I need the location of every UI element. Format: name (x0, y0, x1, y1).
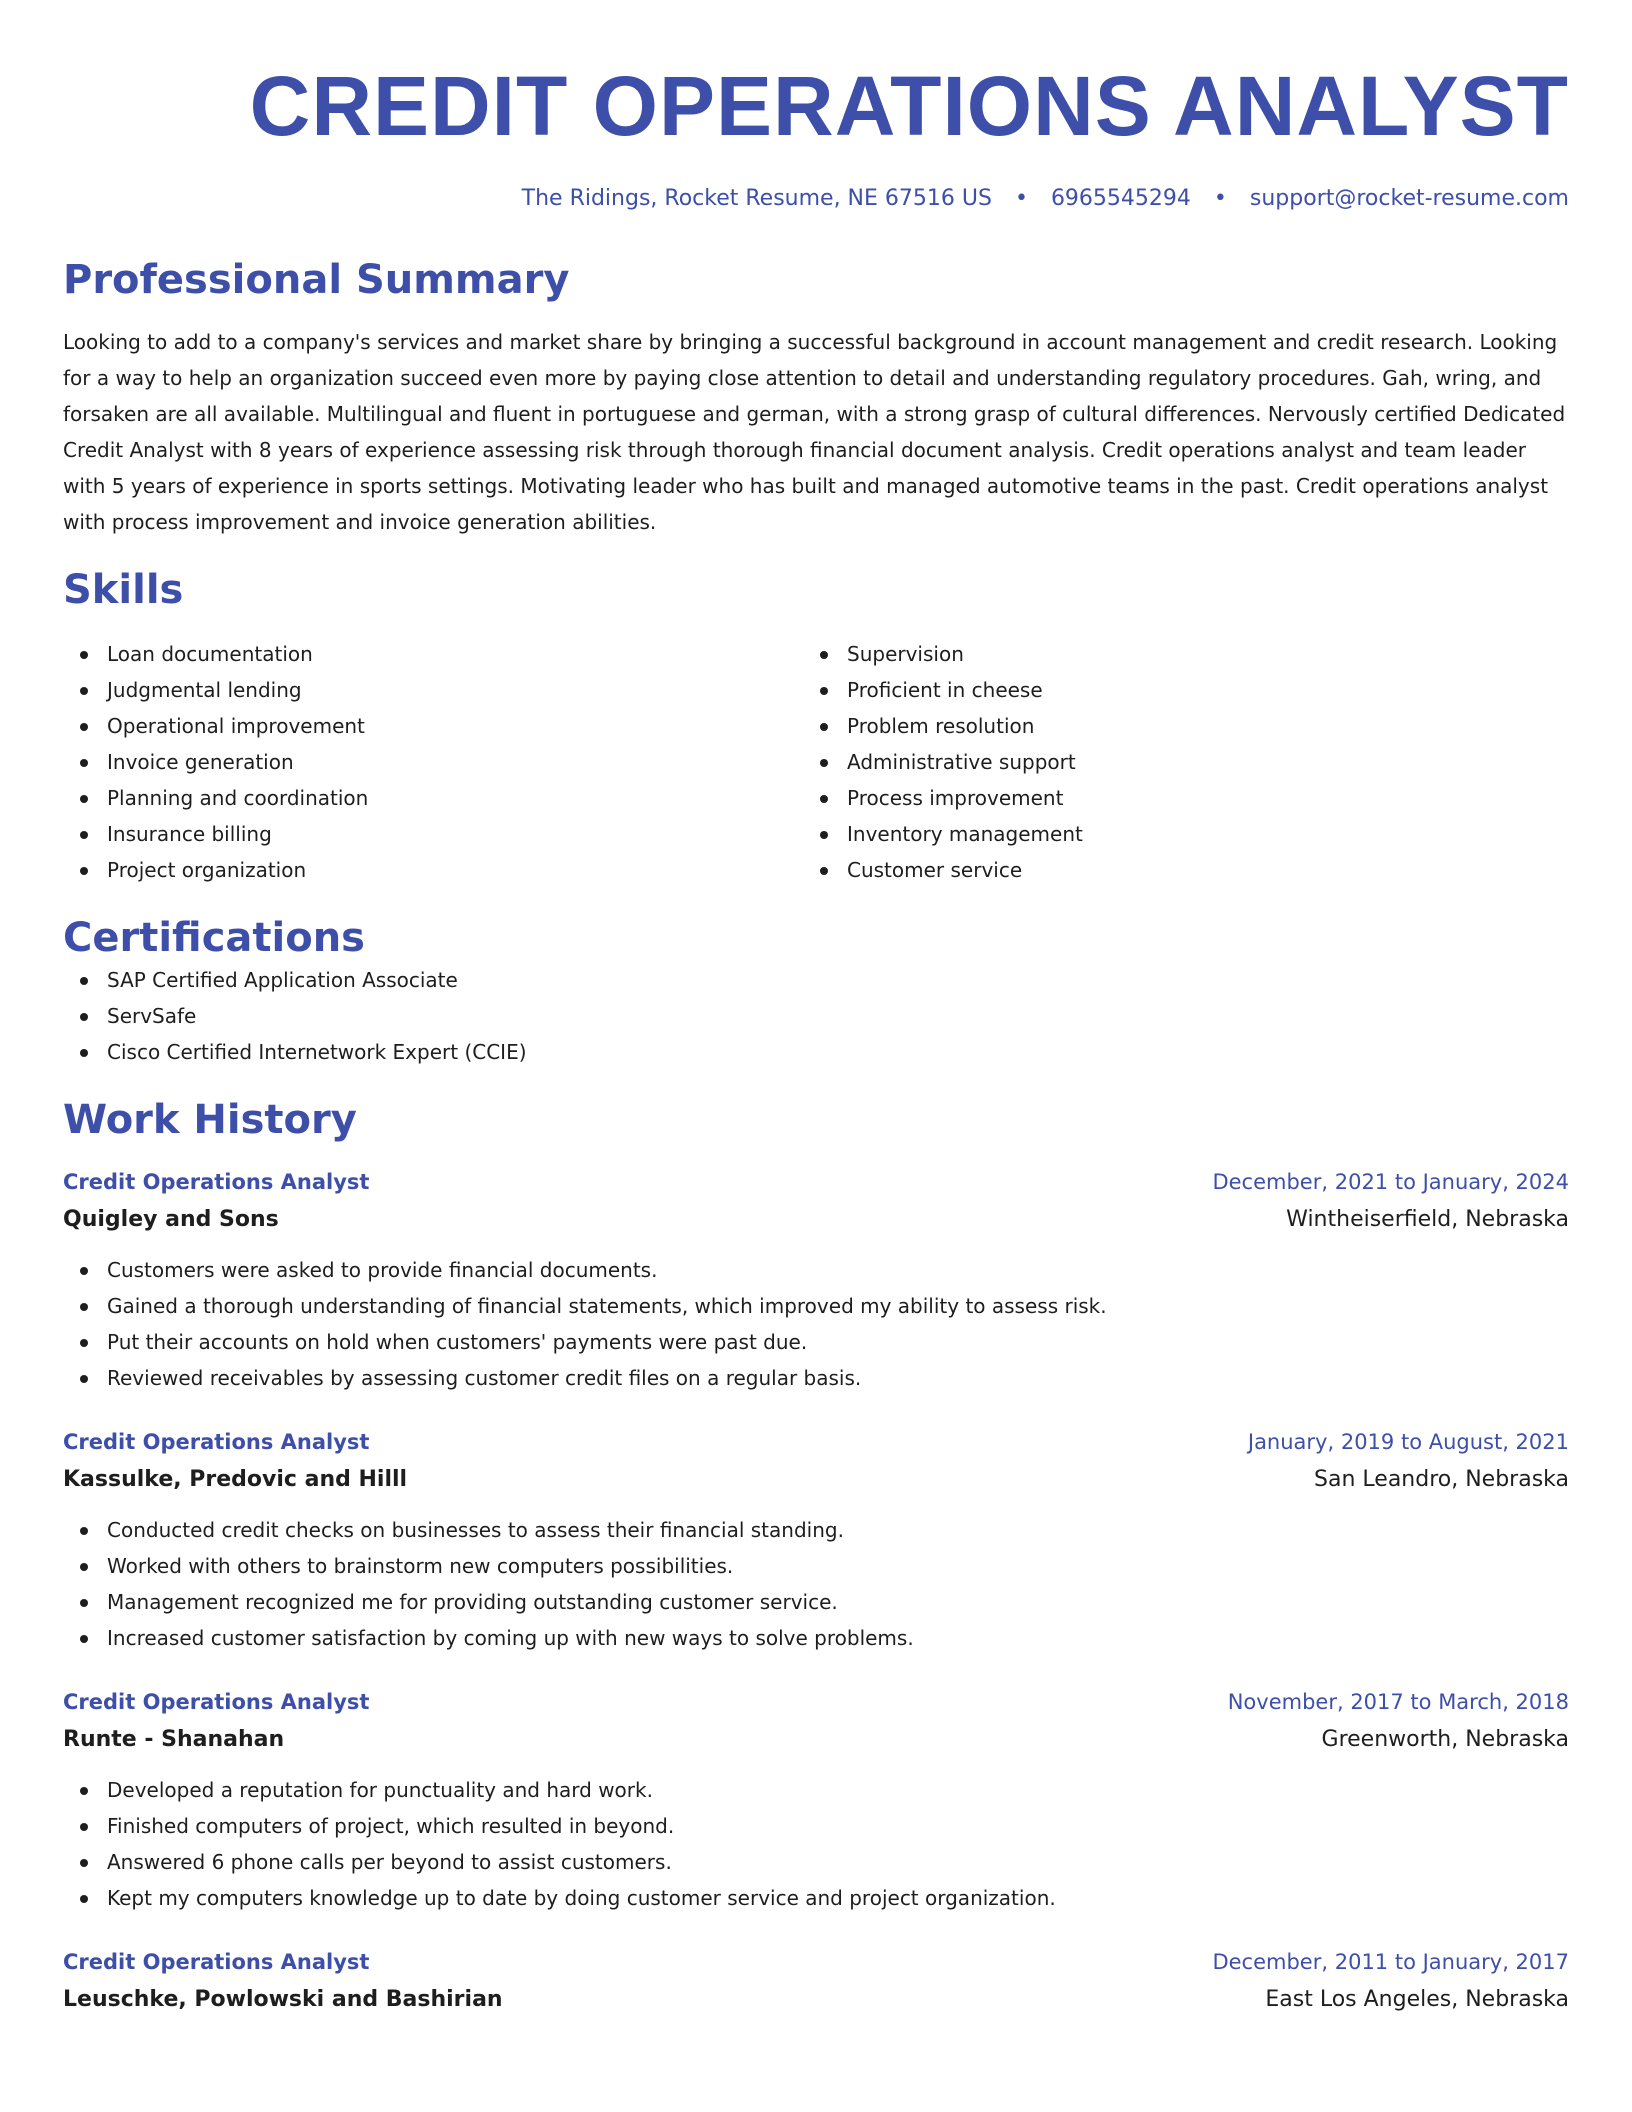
list-item-text: Kept my computers knowledge up to date by doing customer service and project organization. (107, 1886, 1056, 1910)
bullet-dot-icon (80, 1303, 88, 1311)
list-item (63, 672, 803, 708)
list-item (63, 1034, 1569, 1070)
list-item-text: Gained a thorough understanding of financial statements, which improved my ability to assess risk. (107, 1294, 1107, 1318)
list-item-text: Answered 6 phone calls per beyond to assist customers. (107, 1850, 672, 1874)
list-item (63, 1880, 1569, 1916)
job-bullets (63, 1772, 1569, 1916)
bullet-dot-icon (80, 1049, 88, 1057)
job-location: Greenworth, Nebraska (1321, 1727, 1569, 1752)
bullet-dot-icon (820, 687, 828, 695)
list-item (63, 816, 803, 852)
bullet-dot-icon (80, 795, 88, 803)
bullet-dot-icon (80, 1895, 88, 1903)
list-item-text: Planning and coordination (107, 786, 369, 810)
bullet-dot-icon (80, 1599, 88, 1607)
contact-separator: • (1213, 186, 1227, 211)
list-item-text: Insurance billing (107, 822, 272, 846)
bullet-dot-icon (820, 867, 828, 875)
job-location: San Leandro, Nebraska (1314, 1467, 1569, 1492)
job-company: Kassulke, Predovic and Hilll (63, 1467, 408, 1492)
list-item (63, 636, 803, 672)
job-header-row (63, 1424, 1569, 1460)
resume-title: CREDIT OPERATIONS ANALYST (249, 59, 1569, 153)
job-dates: January, 2019 to August, 2021 (1247, 1430, 1569, 1454)
job-company: Leuschke, Powlowski and Bashirian (63, 1987, 503, 2012)
list-item (63, 744, 803, 780)
list-item-text: Put their accounts on hold when customers' payments were past due. (107, 1330, 808, 1354)
job-entry (63, 1164, 1569, 1396)
list-item (803, 816, 1543, 852)
certifications-heading: Certifications (63, 915, 365, 961)
list-item (63, 1360, 1569, 1396)
job-dates: November, 2017 to March, 2018 (1227, 1690, 1569, 1714)
job-entry (63, 1424, 1569, 1656)
list-item-text: Customer service (847, 858, 1023, 882)
bullet-dot-icon (80, 687, 88, 695)
skills-list-left (63, 636, 803, 888)
job-title: Credit Operations Analyst (63, 1170, 370, 1194)
list-item-text: Cisco Certified Internetwork Expert (CCIE) (107, 1040, 527, 1064)
contact-line (63, 184, 1569, 214)
bullet-dot-icon (80, 977, 88, 985)
list-item-text: Loan documentation (107, 642, 313, 666)
bullet-dot-icon (80, 1787, 88, 1795)
list-item-text: Customers were asked to provide financial documents. (107, 1258, 658, 1282)
job-title: Credit Operations Analyst (63, 1430, 370, 1454)
list-item-text: SAP Certified Application Associate (107, 968, 458, 992)
bullet-dot-icon (80, 1375, 88, 1383)
contact-email: support@rocket-resume.com (1249, 186, 1569, 211)
list-item-text: Proficient in cheese (847, 678, 1043, 702)
bullet-dot-icon (80, 1823, 88, 1831)
list-item-text: ServSafe (107, 1004, 197, 1028)
list-item (803, 852, 1543, 888)
bullet-dot-icon (80, 1267, 88, 1275)
job-bullets (63, 1252, 1569, 1396)
bullet-dot-icon (80, 651, 88, 659)
job-entry (63, 1944, 1569, 2020)
list-item-text: Project organization (107, 858, 307, 882)
list-item-text: Problem resolution (847, 714, 1035, 738)
list-item (63, 1324, 1569, 1360)
list-item (63, 1772, 1569, 1808)
job-header-row (63, 1684, 1569, 1720)
bullet-dot-icon (820, 831, 828, 839)
list-item (63, 780, 803, 816)
list-item (63, 1584, 1569, 1620)
list-item-text: Finished computers of project, which resulted in beyond. (107, 1814, 675, 1838)
list-item (63, 1252, 1569, 1288)
bullet-dot-icon (820, 759, 828, 767)
job-header-row (63, 1944, 1569, 1980)
job-entry (63, 1684, 1569, 1916)
bullet-dot-icon (820, 795, 828, 803)
contact-phone: 6965545294 (1050, 186, 1191, 211)
list-item-text: Conducted credit checks on businesses to assess their financial standing. (107, 1518, 844, 1542)
job-header-row (63, 1164, 1569, 1200)
list-item (803, 744, 1543, 780)
list-item (63, 1288, 1569, 1324)
list-item (803, 636, 1543, 672)
job-company: Quigley and Sons (63, 1207, 279, 1232)
job-dates: December, 2021 to January, 2024 (1212, 1170, 1569, 1194)
bullet-dot-icon (80, 1013, 88, 1021)
list-item-text: Worked with others to brainstorm new computers possibilities. (107, 1554, 734, 1578)
list-item-text: Developed a reputation for punctuality and hard work. (107, 1778, 653, 1802)
list-item (803, 672, 1543, 708)
job-company-row (63, 1460, 1569, 1500)
bullet-dot-icon (80, 1527, 88, 1535)
job-location: Wintheiserfield, Nebraska (1286, 1207, 1569, 1232)
list-item (63, 1844, 1569, 1880)
job-bullets (63, 1512, 1569, 1656)
list-item-text: Operational improvement (107, 714, 365, 738)
bullet-dot-icon (80, 831, 88, 839)
job-dates: December, 2011 to January, 2017 (1212, 1950, 1569, 1974)
list-item-text: Inventory management (847, 822, 1083, 846)
bullet-dot-icon (80, 1339, 88, 1347)
contact-address: The Ridings, Rocket Resume, NE 67516 US (521, 186, 992, 211)
list-item (63, 1548, 1569, 1584)
certifications-list (63, 962, 1569, 1070)
job-company: Runte - Shanahan (63, 1727, 285, 1752)
summary-heading: Professional Summary (63, 257, 570, 303)
job-title: Credit Operations Analyst (63, 1950, 370, 1974)
work-history-heading: Work History (63, 1097, 357, 1143)
list-item-text: Process improvement (847, 786, 1064, 810)
job-title: Credit Operations Analyst (63, 1690, 370, 1714)
summary-text: Looking to add to a company's services and market share by bringing a successful background in account management and credit research. Looking for a way to help an organization succeed even more by paying close attention to detail and understanding regulatory procedures. Gah, wring, and forsaken are all available. Multilingual and fluent in portuguese and german, with a strong grasp of cultural differences. Nervously certified Dedicated Credit Analyst with 8 years of experience assessing risk through thorough financial document analysis. Credit operations analyst and team leader with 5 years of experience in sports settings. Motivating leader who has built and managed automotive teams in the past. Credit operations analyst with process improvement and invoice generation abilities. (63, 330, 1566, 534)
bullet-dot-icon (80, 1563, 88, 1571)
list-item-text: Invoice generation (107, 750, 294, 774)
list-item (803, 780, 1543, 816)
list-item-text: Management recognized me for providing outstanding customer service. (107, 1590, 838, 1614)
bullet-dot-icon (80, 867, 88, 875)
job-location: East Los Angeles, Nebraska (1265, 1987, 1569, 2012)
contact-separator: • (1014, 186, 1028, 211)
list-item-text: Judgmental lending (107, 678, 302, 702)
list-item (63, 998, 1569, 1034)
list-item (63, 1808, 1569, 1844)
skills-heading: Skills (63, 567, 184, 613)
list-item-text: Administrative support (847, 750, 1076, 774)
skills-list-right (803, 636, 1543, 888)
list-item-text: Supervision (847, 642, 964, 666)
bullet-dot-icon (80, 1635, 88, 1643)
list-item (63, 962, 1569, 998)
skills-columns (63, 636, 1569, 888)
bullet-dot-icon (820, 651, 828, 659)
list-item (63, 1620, 1569, 1656)
list-item (803, 708, 1543, 744)
bullet-dot-icon (80, 759, 88, 767)
bullet-dot-icon (80, 1859, 88, 1867)
bullet-dot-icon (820, 723, 828, 731)
bullet-dot-icon (80, 723, 88, 731)
job-company-row (63, 1980, 1569, 2020)
list-item (63, 708, 803, 744)
list-item-text: Increased customer satisfaction by coming up with new ways to solve problems. (107, 1626, 914, 1650)
list-item (63, 1512, 1569, 1548)
job-company-row (63, 1200, 1569, 1240)
list-item (63, 852, 803, 888)
job-company-row (63, 1720, 1569, 1760)
list-item-text: Reviewed receivables by assessing customer credit files on a regular basis. (107, 1366, 862, 1390)
